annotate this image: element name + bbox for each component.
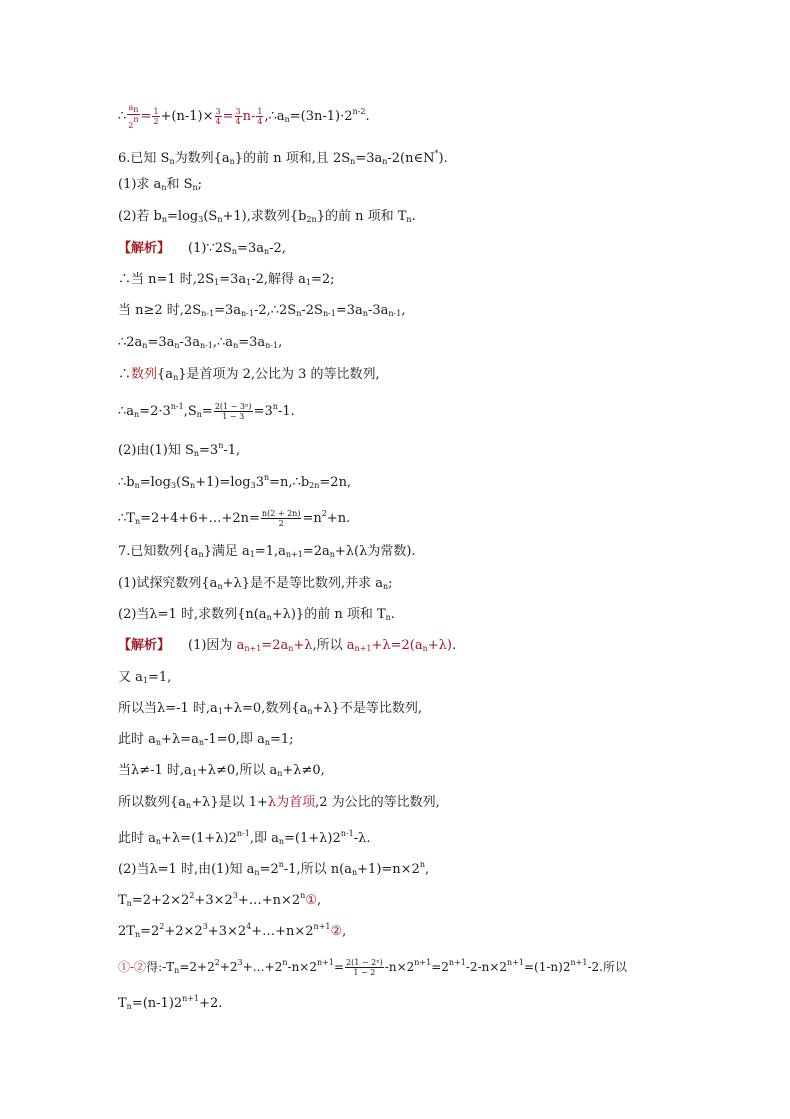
solution-7-case-neg1-result: 此时 $a_n+\lambda=a_n-1=0$,即 $a_n=1$; xyxy=(118,732,294,747)
solution-7-subtract: ①-②得$:-T_n=2+2^2+2^3+\dots+2^n-n\times 2^{n+1}=$ $\frac{\text{2(1 − 2ⁿ)}}{1 - 2}$ $-n\times 2^{n+1}=2^{n+1}-2-n\times 2^{n+1}=(1-n)2^{n+1}-2$.所以 xyxy=(118,958,627,977)
solution-7-eq1: $T_n=2+2\times 2^2+3\times 2^3+\dots+n\times 2^n①$, xyxy=(118,891,322,908)
solution-7-case-neg1: 所以当λ=-1 时$,a_1+\lambda=0$,数列$\{a_n+\lambda\}$不是等比数列, xyxy=(118,701,423,716)
solution-7-eq2: $2T_n=2^2+2\times 2^3+3\times 2^4+\dots+n\times 2^{n+1}②$, xyxy=(118,922,347,939)
fraction-three-quarters: $\frac{3}{4}$ xyxy=(215,107,221,126)
question-7-part-2: (2)当λ=1 时,求数列$\{n(a_n+\lambda)\}$的前 n 项和 $T_n$. xyxy=(118,607,395,622)
fraction-a-n-over-2-n: $\frac{a_n}{2^n}$ xyxy=(128,103,139,130)
fraction-t-n: $\frac{n(2 + 2n)}{2}$ xyxy=(261,509,301,528)
question-6-part-2: (2)若 $b_n=\log_3(S_n+1)$,求数列$\{b_{2n}\}$的前 n 项和 $T_n$. xyxy=(118,209,416,224)
analysis-tag: 【解析】 xyxy=(118,241,171,256)
solution-6-geometric: ∴数列$\{a_n\}$是首项为 2,公比为 3 的等比数列, xyxy=(118,367,380,382)
solution-6-line-n2: 当 n≥2 时$,2S_{n-1}=3a_{n-1}-2,\therefore 2S_n-2S_{n-1}=3a_n-3a_{n-1}$, xyxy=(118,303,406,318)
fraction-sum-formula: $\frac{\text{2(1 − 3ⁿ)}}{1 - 3}$ xyxy=(214,402,252,421)
analysis-tag: 【解析】 xyxy=(118,638,171,653)
question-7-stem: 7.已知数列$\{a_n\}$满足 $a_1=1,a_{n+1}=2a_n+\lambda(\lambda$为常数). xyxy=(118,544,416,559)
question-6-part-1: (1)求 $a_n$和 $S_n$; xyxy=(118,177,203,192)
solution-7-final: $T_n=(n-1)2^{n+1}+2$. xyxy=(118,994,223,1011)
solution-7-part-2: (2)当λ=1 时,由(1)知 $a_n=2^n-1$,所以 $n(a_n+1)=n\times 2^n$, xyxy=(118,860,430,877)
fraction-one-quarter: $\frac{1}{4}$ xyxy=(257,107,263,126)
solution-6-t-n: $\therefore T_n=2+4+6+\dots+2n=$ $\frac{n(2 + 2n)}{2}$ $=n^2+n$. xyxy=(118,509,351,528)
fraction-geometric-sum: $\frac{\text{2(1 − 2ⁿ)}}{1 - 2}$ xyxy=(346,958,383,977)
solution-7-a-n: 此时 $a_n+\lambda=(1+\lambda)2^{n-1}$,即 $a_n=(1+\lambda)2^{n-1}-\lambda$. xyxy=(118,829,371,846)
solution-6-header: 【解析】 $(1)\because 2S_n=3a_n-2$, xyxy=(118,241,286,256)
fraction-one-half: $\frac{1}{2}$ xyxy=(153,107,159,126)
solution-7-a1: 又 $a_1=1$, xyxy=(118,670,172,685)
solution-7-header: 【解析】 (1)因为 $a_{n+1}=2a_n+\lambda$,所以 $a_{n+1}+\lambda=2(a_n+\lambda)$. xyxy=(118,638,457,653)
question-7-part-1: (1)试探究数列$\{a_n+\lambda\}$是不是等比数列,并求 $a_n$; xyxy=(118,576,393,591)
solution-6-formula: $\therefore a_n=2\cdot 3^{n-1},S_n=$ $\frac{\text{2(1 − 3ⁿ)}}{1 - 3}$ $=3^n-1$. xyxy=(118,402,295,421)
solution-7-geometric: 所以数列$\{a_n+\lambda\}$是以 1+λ为首项,2 为公比的等比数列, xyxy=(118,795,440,810)
result-line-a-n: ∴ $\frac{a_n}{2^n}$ = $\frac{1}{2}$ +(n-1)× $\frac{3}{4}$ = $\frac{3}{4}$ n- $\frac{1}{4}$ $,\therefore a_n=(3n-1)\cdot 2^{n-2}$. xyxy=(118,103,370,130)
question-6-stem: 6.已知 $S_n$为数列$\{a_n\}$的前 n 项和,且 $2S_n=3a_n-2(n\in N^*)$. xyxy=(118,149,448,166)
fraction-three-quarters-2: $\frac{3}{4}$ xyxy=(235,107,241,126)
solution-6-line-n1: ∴当 n=1 时$,2S_1=3a_1-2$,解得 $a_1=2$; xyxy=(118,272,335,287)
solution-6-part-2: (2)由(1)知 $S_n=3^n-1$, xyxy=(118,441,241,458)
solution-7-case-not-neg1: 当λ≠-1 时$,a_1+\lambda\ne 0$,所以 $a_n+\lambda\ne 0$, xyxy=(118,763,325,778)
therefore-symbol: ∴ xyxy=(118,109,127,124)
solution-6-b-n: $\therefore b_n=\log_3(S_n+1)=\log_33^n=n,\therefore b_{2n}=2n$, xyxy=(118,473,352,490)
solution-6-line-recurrence: $\therefore 2a_n=3a_n-3a_{n-1},\therefore a_n=3a_{n-1}$, xyxy=(118,335,283,350)
